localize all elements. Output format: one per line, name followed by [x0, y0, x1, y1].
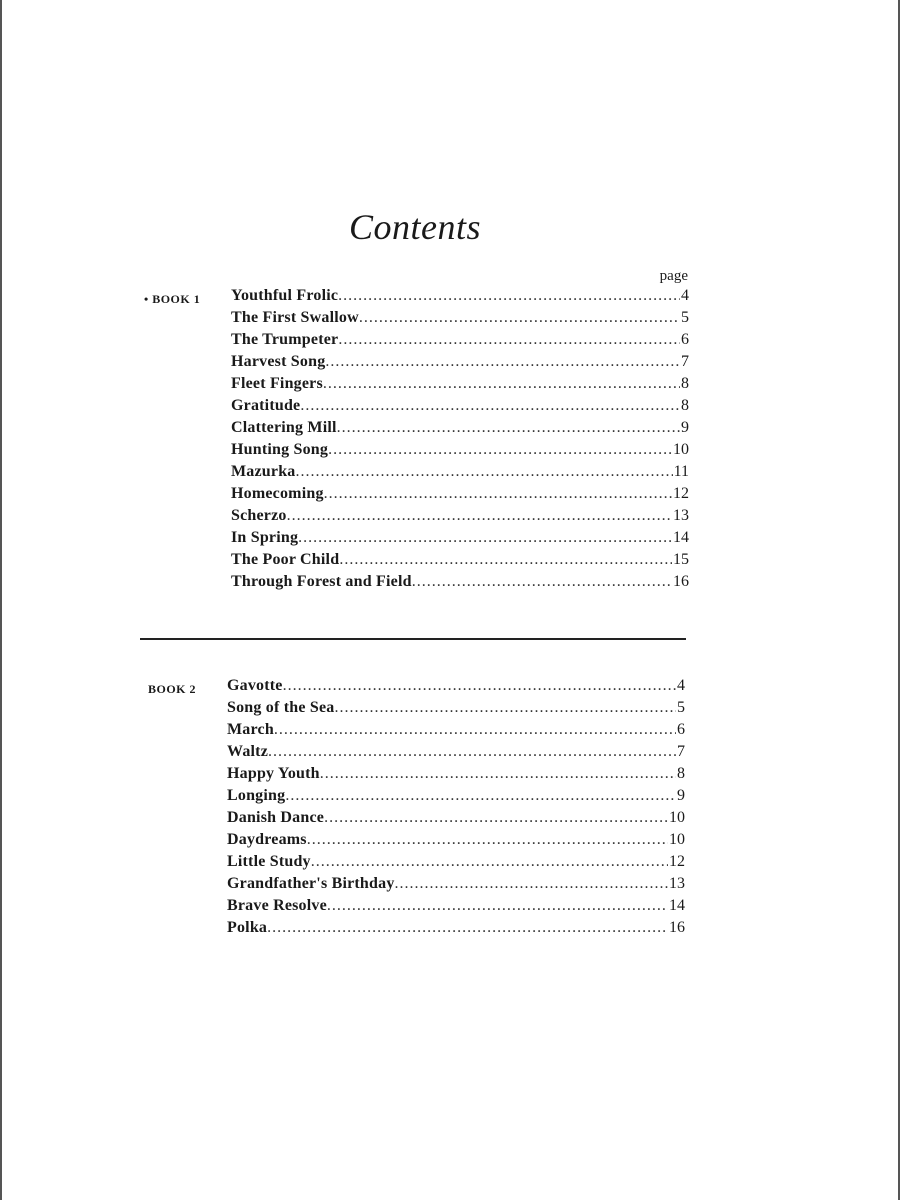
section-divider — [140, 638, 686, 640]
toc-entry-title: Song of the Sea — [227, 699, 335, 716]
toc-leader-dots — [328, 441, 672, 459]
toc-entry — [227, 787, 685, 809]
toc-entry-page-number: 10 — [669, 809, 685, 826]
toc-entry — [231, 573, 689, 595]
toc-entry-title: Polka — [227, 919, 268, 936]
toc-entry-page-number: 15 — [673, 551, 689, 568]
toc-entry-title: Scherzo — [231, 507, 287, 524]
toc-entry-title: The Poor Child — [231, 551, 340, 568]
toc-entry-title: In Spring — [231, 529, 299, 546]
toc-entry-page-number: 11 — [673, 463, 689, 480]
toc-leader-dots — [324, 485, 672, 503]
toc-entry — [231, 397, 689, 419]
toc-leader-dots — [359, 309, 680, 327]
toc-entry-title: Grandfather's Birthday — [227, 875, 395, 892]
toc-entry-page-number: 8 — [681, 397, 689, 414]
toc-entry-page-number: 9 — [677, 787, 685, 804]
toc-entry-page-number: 5 — [677, 699, 685, 716]
toc-entry-title: Fleet Fingers — [231, 375, 323, 392]
toc-leader-dots — [323, 375, 680, 393]
book-1-contents-list — [231, 287, 689, 595]
toc-entry-page-number: 4 — [681, 287, 689, 304]
book-1-label: • BOOK 1 — [144, 292, 201, 306]
toc-leader-dots — [307, 831, 668, 849]
toc-entry-page-number: 9 — [681, 419, 689, 436]
toc-entry-title: March — [227, 721, 274, 738]
toc-leader-dots — [298, 529, 672, 547]
toc-leader-dots — [412, 573, 672, 591]
toc-entry-page-number: 5 — [681, 309, 689, 326]
toc-entry-title: Little Study — [227, 853, 311, 870]
toc-leader-dots — [267, 919, 668, 937]
toc-entry — [231, 375, 689, 397]
toc-entry-title: Brave Resolve — [227, 897, 327, 914]
toc-entry-title: Happy Youth — [227, 765, 320, 782]
toc-entry-title: Homecoming — [231, 485, 324, 502]
toc-entry-title: The First Swallow — [231, 309, 359, 326]
book-2-label: BOOK 2 — [148, 682, 197, 696]
toc-leader-dots — [311, 853, 668, 871]
toc-entry-title: Harvest Song — [231, 353, 326, 370]
toc-entry-page-number: 10 — [673, 441, 689, 458]
toc-entry-page-number: 14 — [669, 897, 685, 914]
toc-leader-dots — [339, 551, 672, 569]
toc-entry — [227, 699, 685, 721]
toc-entry — [231, 529, 689, 551]
toc-leader-dots — [337, 419, 680, 437]
toc-entry-page-number: 13 — [673, 507, 689, 524]
toc-entry — [227, 677, 685, 699]
toc-entry — [231, 287, 689, 309]
toc-entry-title: Hunting Song — [231, 441, 329, 458]
toc-entry-page-number: 13 — [669, 875, 685, 892]
toc-entry — [227, 765, 685, 787]
toc-leader-dots — [296, 463, 673, 481]
toc-entry — [227, 743, 685, 765]
toc-leader-dots — [338, 287, 680, 305]
toc-entry-page-number: 7 — [681, 353, 689, 370]
toc-entry-title: Mazurka — [231, 463, 296, 480]
toc-leader-dots — [300, 397, 680, 415]
toc-entry-title: Longing — [227, 787, 286, 804]
toc-entry-page-number: 16 — [669, 919, 685, 936]
page-title: Contents — [348, 207, 481, 247]
toc-entry — [231, 507, 689, 529]
toc-entry-title: Youthful Frolic — [231, 287, 339, 304]
toc-entry — [227, 853, 685, 875]
toc-leader-dots — [334, 699, 676, 717]
toc-leader-dots — [287, 507, 672, 525]
toc-entry-page-number: 12 — [673, 485, 689, 502]
toc-leader-dots — [395, 875, 668, 893]
toc-leader-dots — [324, 809, 668, 827]
toc-entry — [227, 919, 685, 941]
toc-entry-page-number: 16 — [673, 573, 689, 590]
toc-entry-page-number: 10 — [669, 831, 685, 848]
toc-leader-dots — [283, 677, 676, 695]
toc-entry — [231, 551, 689, 573]
toc-entry-page-number: 4 — [677, 677, 685, 694]
toc-entry-title: Gratitude — [231, 397, 301, 414]
book-2-contents-list — [227, 677, 685, 941]
toc-entry — [227, 809, 685, 831]
toc-leader-dots — [325, 353, 680, 371]
toc-entry-title: Through Forest and Field — [231, 573, 412, 590]
page-column-label: page — [659, 268, 688, 284]
toc-entry-title: Danish Dance — [227, 809, 325, 826]
toc-leader-dots — [338, 331, 680, 349]
toc-entry-page-number: 8 — [677, 765, 685, 782]
toc-leader-dots — [268, 743, 676, 761]
toc-entry-title: Clattering Mill — [231, 419, 337, 436]
toc-entry — [227, 721, 685, 743]
toc-entry — [227, 897, 685, 919]
toc-entry — [231, 463, 689, 485]
toc-entry — [227, 875, 685, 897]
toc-entry-title: Daydreams — [227, 831, 307, 848]
toc-entry-title: Waltz — [227, 743, 268, 760]
toc-entry — [231, 419, 689, 441]
toc-entry-page-number: 7 — [677, 743, 685, 760]
toc-leader-dots — [274, 721, 676, 739]
toc-leader-dots — [327, 897, 668, 915]
toc-entry-page-number: 14 — [673, 529, 689, 546]
toc-leader-dots — [285, 787, 676, 805]
toc-entry — [231, 309, 689, 331]
toc-entry — [231, 485, 689, 507]
toc-entry-page-number: 8 — [681, 375, 689, 392]
toc-entry — [231, 331, 689, 353]
toc-entry — [227, 831, 685, 853]
toc-entry — [231, 441, 689, 463]
toc-entry-page-number: 6 — [681, 331, 689, 348]
page-edge-left — [0, 0, 2, 1200]
toc-entry — [231, 353, 689, 375]
toc-entry-title: Gavotte — [227, 677, 283, 694]
toc-entry-page-number: 6 — [677, 721, 685, 738]
toc-entry-title: The Trumpeter — [231, 331, 339, 348]
toc-leader-dots — [320, 765, 676, 783]
toc-entry-page-number: 12 — [669, 853, 685, 870]
